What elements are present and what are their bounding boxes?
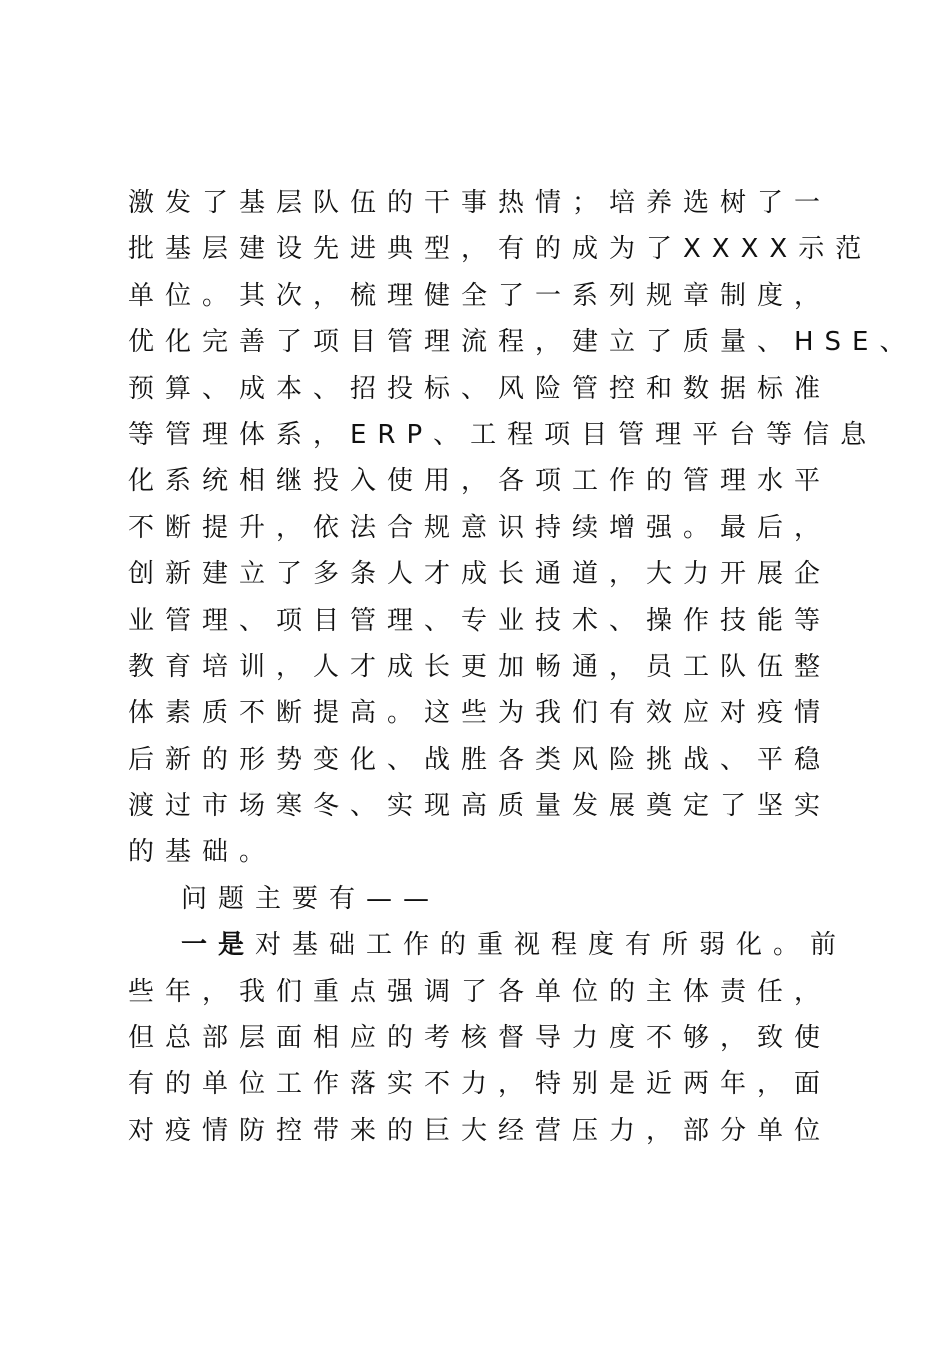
point-one-first-line: [128, 922, 848, 968]
text-line: 但总部层面相应的考核督导力度不够，致使: [128, 1023, 832, 1054]
text-line: 单位。其次，梳理健全了一系列规章制度，: [128, 280, 832, 311]
text-line: 化系统相继投入使用，各项工作的管理水平: [128, 466, 832, 497]
text-line: 体素质不断提高。这些为我们有效应对疫情: [128, 698, 832, 729]
text-line: 预算、成本、招投标、风险管控和数据标准: [128, 373, 832, 404]
text-line: 些年，我们重点强调了各单位的主体责任，: [128, 976, 832, 1007]
body-text: [128, 180, 917, 1154]
text-line: 优化完善了项目管理流程，建立了质量、HSE、: [128, 327, 917, 358]
text-line: 批基层建设先进典型，有的成为了XXXX示范: [128, 234, 873, 265]
text-line: 有的单位工作落实不力，特别是近两年，面: [128, 1069, 832, 1100]
text-line: 业管理、项目管理、专业技术、操作技能等: [128, 605, 832, 636]
text-line: 对疫情防控带来的巨大经营压力，部分单位: [128, 1115, 832, 1146]
text-line: 教育培训，人才成长更加畅通，员工队伍整: [128, 651, 832, 682]
text-line: 创新建立了多条人才成长通道，大力开展企: [128, 559, 832, 590]
problems-heading: 问题主要有——: [181, 883, 441, 914]
text-line: 不断提升，依法合规意识持续增强。最后，: [128, 512, 832, 543]
text-line: 的基础。: [128, 837, 277, 868]
point-one-label: 一是: [181, 930, 256, 961]
point-one-text: 对基础工作的重视程度有所弱化。前: [255, 930, 848, 961]
text-line: 激发了基层队伍的干事热情；培养选树了一: [128, 188, 832, 218]
text-line: 渡过市场寒冬、实现高质量发展奠定了坚实: [128, 791, 832, 822]
text-line: 后新的形势变化、战胜各类风险挑战、平稳: [128, 744, 832, 775]
text-line: 等管理体系，ERP、工程项目管理平台等信息: [128, 419, 878, 450]
